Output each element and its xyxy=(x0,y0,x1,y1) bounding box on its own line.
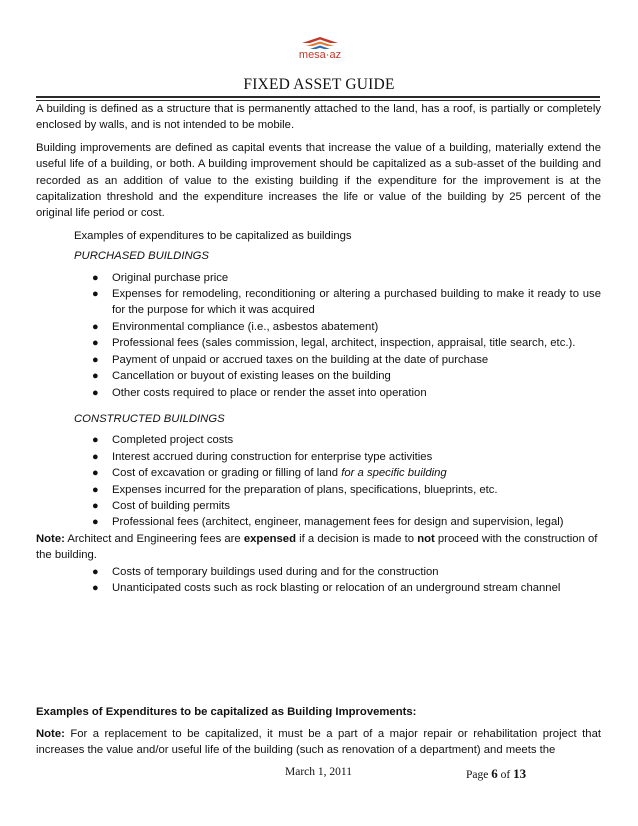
replacement-note: Note: For a replacement to be capitalized, it must be a part of a major repair or rehabilitation project that increases the value and/or useful life of the building (such as renovation of a department) and meets the xyxy=(36,728,601,757)
bullet-icon: ● xyxy=(92,565,99,578)
building-definition: A building is defined as a structure that is permanently attached to the land, has a roof, is partially or completely enclosed by walls, and is not intended to be mobile. xyxy=(36,103,601,132)
list-item: ● Cancellation or buyout of existing leases on the building xyxy=(36,368,601,384)
list-item: ● Expenses for remodeling, reconditioning or altering a purchased building to make it ready to use for the purpose for which it was acquired xyxy=(92,288,601,317)
bullet-icon: ● xyxy=(92,483,99,496)
bullet-icon: ● xyxy=(92,467,99,480)
improvement-definition: Building improvements are defined as capital events that increase the value of a building, materially extend the useful life of a building, or both. A building improvement should be capitalized as a sub-asset of the building and recorded as an addition of value to the existing building if the expenditure for the improvement is at the capitalization threshold and the expenditure increases the life or value of the building by 25 percent of the original life period or cost. xyxy=(36,141,601,220)
bullet-icon: ● xyxy=(92,450,99,463)
list-item: ● Cost of excavation or grading or filling of land for a specific building xyxy=(36,465,601,481)
purchased-heading: PURCHASED BUILDINGS xyxy=(74,250,209,263)
mesa-logo xyxy=(292,36,348,66)
bullet-icon: ● xyxy=(92,581,99,594)
list-item: ● Interest accrued during construction for enterprise type activities xyxy=(36,449,601,465)
constructed-heading: CONSTRUCTED BUILDINGS xyxy=(74,412,225,425)
bullet-icon: ● xyxy=(92,320,99,333)
architect-fees-note: Note: Architect and Engineering fees are expensed if a decision is made to not proceed with the construction of the building. xyxy=(36,532,598,562)
list-item: ● Payment of unpaid or accrued taxes on the building at the date of purchase xyxy=(36,352,601,368)
list-item: ● Expenses incurred for the preparation of plans, specifications, blueprints, etc. xyxy=(36,482,601,498)
list-item: ● Original purchase price xyxy=(36,270,601,286)
list-item: ● Costs of temporary buildings used during and for the construction xyxy=(36,564,601,580)
footer-date: March 1, 2011 xyxy=(285,766,352,778)
page-title: FIXED ASSET GUIDE xyxy=(243,76,395,93)
bullet-icon: ● xyxy=(92,499,99,512)
constructed-list-continued xyxy=(36,564,601,597)
examples-intro: Examples of expenditures to be capitalized as buildings xyxy=(74,229,352,242)
bullet-icon: ● xyxy=(92,434,99,447)
document-body xyxy=(36,101,601,596)
list-item: ● Other costs required to place or render the asset into operation xyxy=(36,385,601,401)
bullet-icon: ● xyxy=(92,370,99,383)
mesa-logo-icon xyxy=(300,36,340,50)
bullet-icon: ● xyxy=(92,353,99,366)
improvements-heading: Examples of Expenditures to be capitalized as Building Improvements: xyxy=(36,706,417,718)
list-item: ● Environmental compliance (i.e., asbestos abatement) xyxy=(36,319,601,335)
purchased-list xyxy=(36,270,601,401)
footer-page-number: Page 6 of 13 xyxy=(466,766,527,781)
bullet-icon: ● xyxy=(92,271,99,284)
list-item: ● Cost of building permits xyxy=(36,498,601,514)
list-item: ● Professional fees (sales commission, legal, architect, inspection, appraisal, title search, etc.). xyxy=(36,335,601,351)
title-rule-thick xyxy=(36,96,600,98)
list-item: ● Completed project costs xyxy=(36,432,601,448)
logo-text: mesa·az xyxy=(298,49,342,61)
bullet-icon: ● xyxy=(92,337,99,350)
bullet-icon: ● xyxy=(92,386,99,399)
list-item: ● Unanticipated costs such as rock blasting or relocation of an underground stream channel xyxy=(36,580,601,596)
bullet-icon: ● xyxy=(92,516,99,529)
list-item: ● Professional fees (architect, engineer, management fees for design and supervision, legal) xyxy=(36,514,601,530)
constructed-list xyxy=(36,432,601,530)
bullet-icon: ● xyxy=(92,288,99,301)
